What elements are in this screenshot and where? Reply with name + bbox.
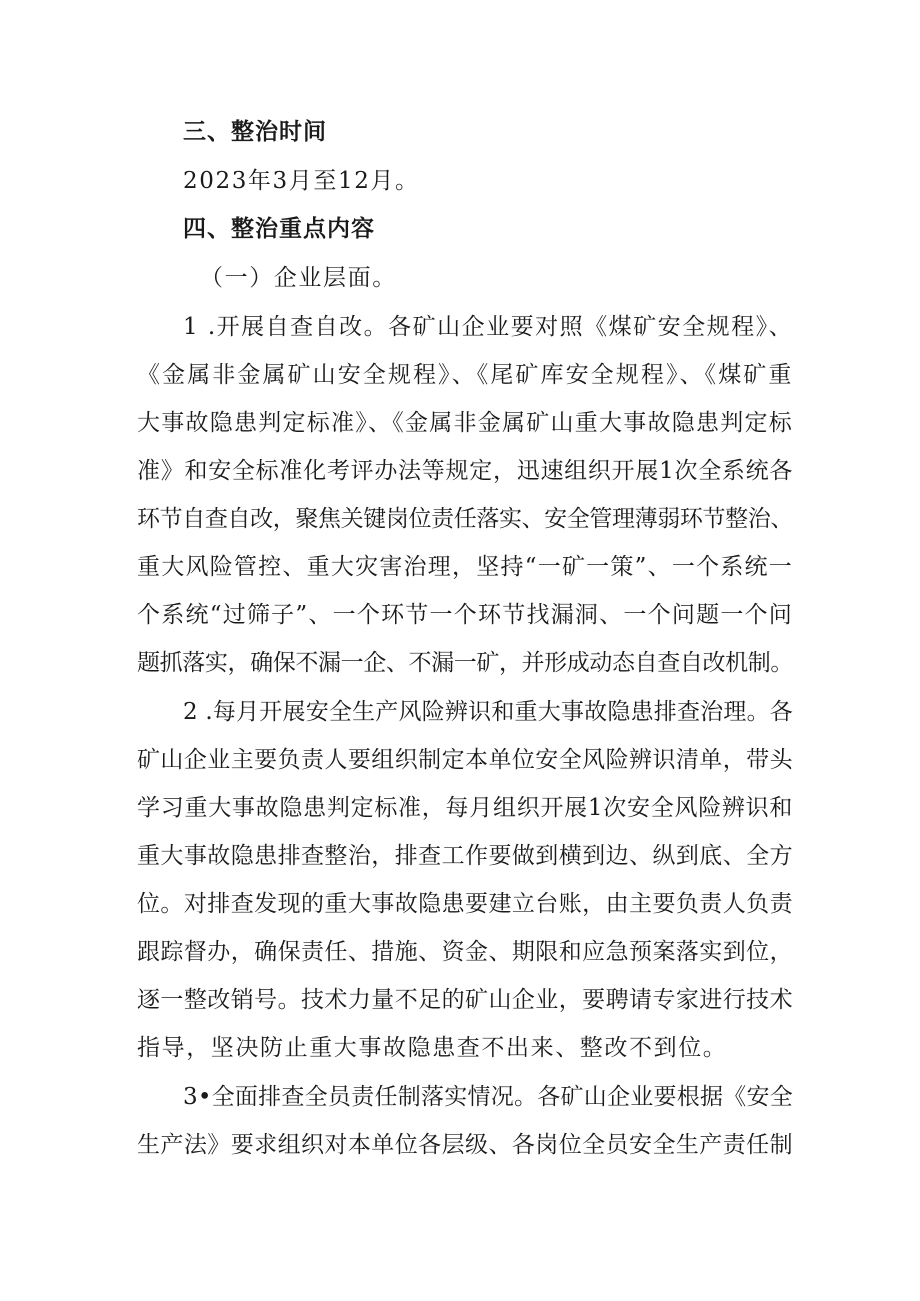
item-2-line: 2 .每月开展安全生产风险辨识和重大事故隐患排查治理。各	[183, 699, 793, 725]
item-1-line: 个系统“过筛子”、一个环节一个环节找漏洞、一个问题一个问	[137, 602, 793, 628]
item-3-line: 3•全面排查全员责任制落实情况。各矿山企业要根据《安全	[183, 1084, 793, 1110]
item-2-line: 指导，坚决防止重大事故隐患查不出来、整改不到位。	[137, 1035, 728, 1061]
item-2-line: 跟踪督办，确保责任、措施、资金、期限和应急预案落实到位，	[137, 939, 793, 965]
item-2-line: 重大事故隐患排查整治，排查工作要做到横到边、纵到底、全方	[137, 843, 793, 869]
item-2-line: 逐一整改销号。技术力量不足的矿山企业，要聘请专家进行技术	[137, 987, 793, 1013]
item-1-line: 准》和安全标准化考评办法等规定，迅速组织开展1次全系统各	[137, 458, 793, 484]
section-3-text: 2023年3月至12月。	[183, 168, 420, 194]
subsection-1-heading: （一）企业层面。	[200, 265, 397, 291]
item-2-line: 矿山企业主要负责人要组织制定本单位安全风险辨识清单，带头	[137, 747, 793, 773]
item-1-line: 重大风险管控、重大灾害治理，坚持“一矿一策”、一个系统一	[137, 554, 793, 580]
item-1-line: 大事故隐患判定标准》、《金属非金属矿山重大事故隐患判定标	[137, 410, 793, 436]
item-1-line: 《金属非金属矿山安全规程》、《尾矿库安全规程》、《煤矿重	[137, 362, 793, 388]
section-3-heading: 三、整治时间	[183, 119, 327, 145]
item-3-line: 生产法》要求组织对本单位各层级、各岗位全员安全生产责任制	[137, 1132, 793, 1158]
item-1-line: 1 .开展自查自改。各矿山企业要对照《煤矿安全规程》、	[183, 314, 793, 340]
item-1-line: 题抓落实，确保不漏一企、不漏一矿，并形成动态自查自改机制。	[137, 650, 793, 676]
item-1-line: 环节自查自改，聚焦关键岗位责任落实、安全管理薄弱环节整治、	[137, 506, 793, 532]
section-4-heading: 四、整治重点内容	[183, 216, 375, 242]
item-2-line: 位。对排查发现的重大事故隐患要建立台账，由主要负责人负责	[137, 891, 793, 917]
item-2-line: 学习重大事故隐患判定标准，每月组织开展1次安全风险辨识和	[137, 795, 793, 821]
